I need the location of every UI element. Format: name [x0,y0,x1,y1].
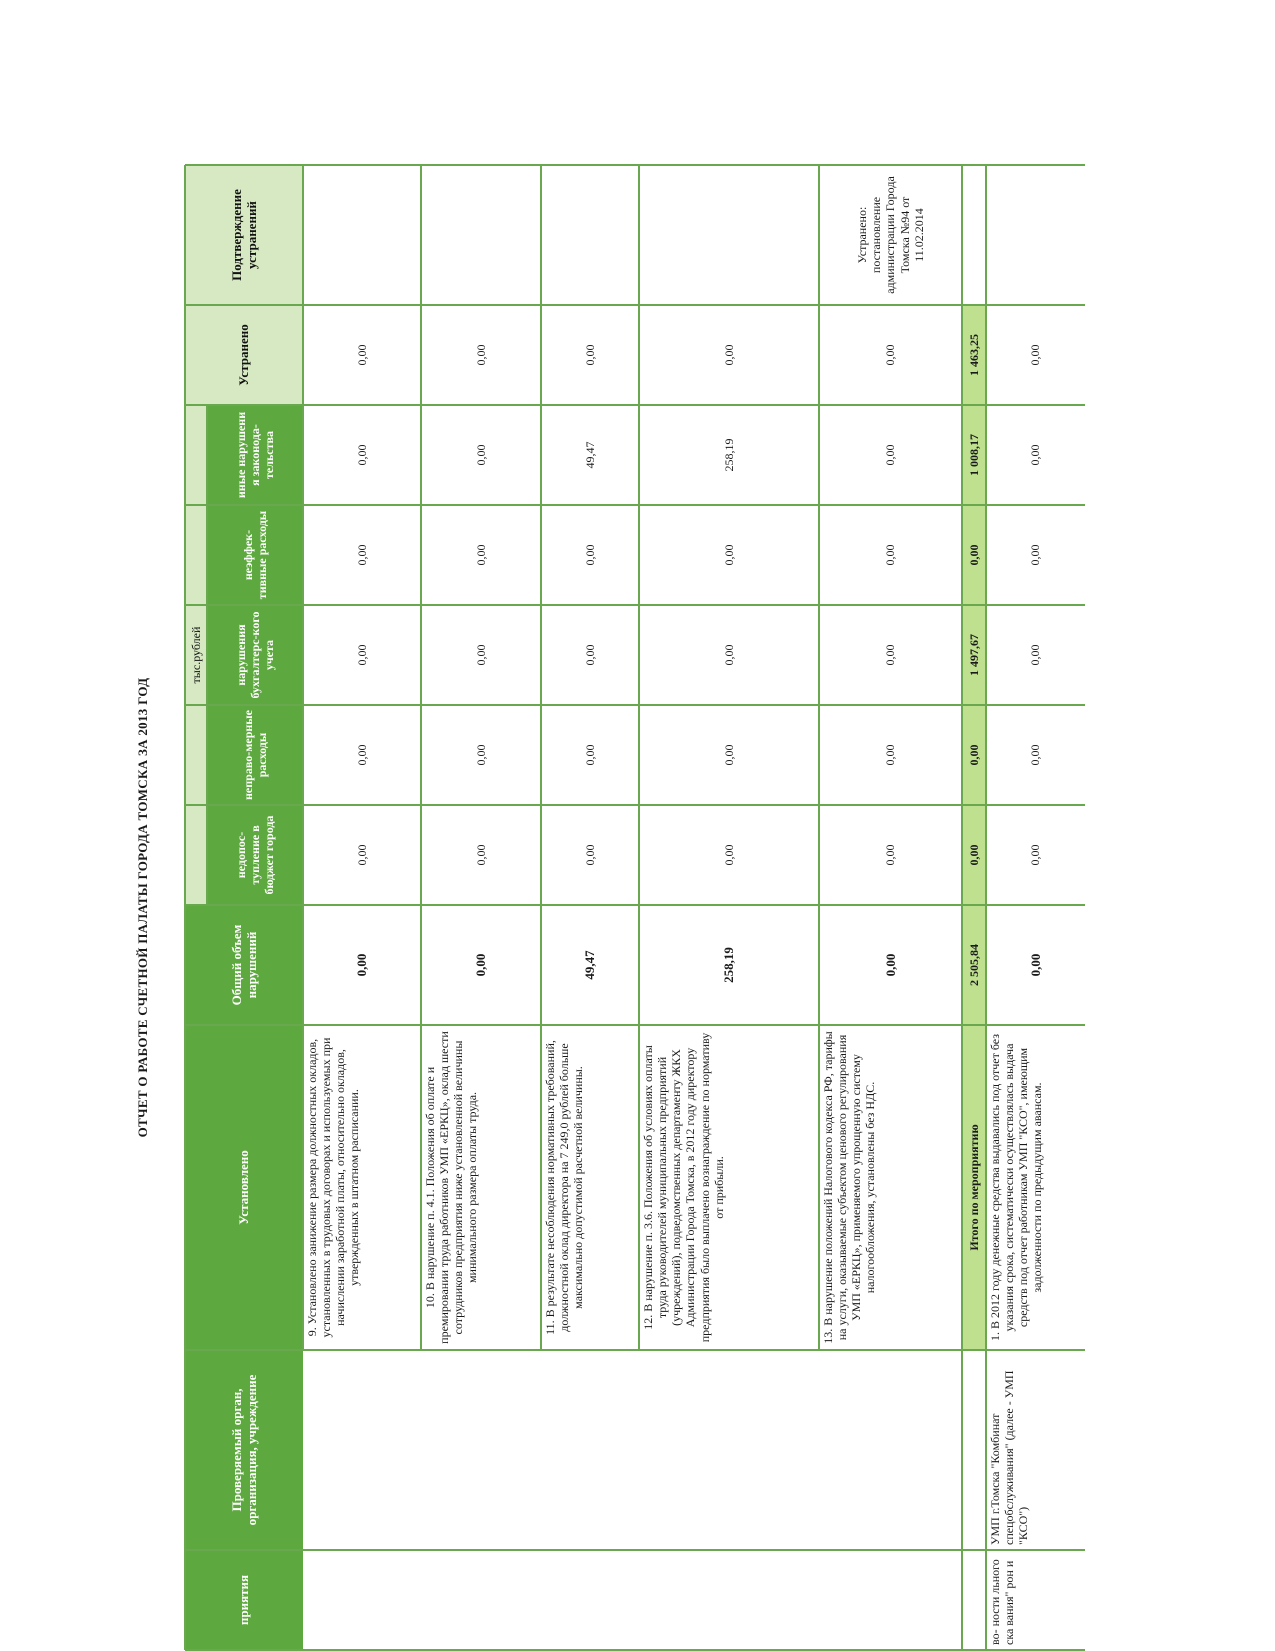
row-9-confirmation [303,165,421,305]
row-9-text: 9. Установлено занижение размера должностных окладов, установленных в трудовых договорах и используемых при начислении заработной платы, относительно окладов, утвержденных в штатном расписании. [303,1025,421,1350]
next-row-confirmation [986,165,1085,305]
total-row-illegal: 0,00 [962,705,986,805]
header-total-violations: Общий объем нарушений [185,905,303,1025]
header-established: Установлено [185,1025,303,1350]
header-event: приятия [185,1550,303,1650]
header-underpayment: недопос-тупление в бюджет города [207,805,303,905]
row-10-illegal: 0,00 [421,705,541,805]
total-row-accounting: 1 497,67 [962,605,986,705]
next-row-other: 0,00 [986,405,1085,505]
grid-line-vertical [185,605,1085,607]
grid-line-vertical [185,805,1085,807]
row-12-illegal: 0,00 [639,705,819,805]
grid-line-horizontal [961,165,963,1650]
grid-line-horizontal [818,165,820,1350]
row-9-illegal: 0,00 [303,705,421,805]
grid-line-vertical [185,1350,1085,1352]
row-12-fixed: 0,00 [639,305,819,405]
grid-line-horizontal [420,165,422,1350]
report-title: ОТЧЕТ О РАБОТЕ СЧЕТНОЙ ПАЛАТЫ ГОРОДА ТОМСКА ЗА 2013 ГОД [135,165,151,1650]
row-9-other: 0,00 [303,405,421,505]
total-row-fixed: 1 463,25 [962,305,986,405]
row-13-text: 13. В нарушение положений Налогового кодекса РФ, тарифы на услуги, оказываемые субъектом ценового регулирования УМП «ЕРКЦ», применяемого упрощенную систему налогообложения, установлены без НДС. [819,1025,962,1350]
grid-line-vertical [185,505,1085,507]
grid-line-horizontal [985,165,987,1650]
row-11-illegal: 0,00 [541,705,639,805]
grid-line-horizontal [302,165,304,1350]
row-9-underpayment: 0,00 [303,805,421,905]
grid-line-vertical [185,405,1085,407]
row-11-underpayment: 0,00 [541,805,639,905]
row-9-fixed: 0,00 [303,305,421,405]
next-row-underpayment: 0,00 [986,805,1085,905]
grid-line-subheader [206,405,208,905]
row-12-text: 12. В нарушение п. 3.6. Положения об условиях оплаты труда руководителей муниципальных предприятий (учреждений), подведомственных департаменту ЖКХ Администрации Города Томска, в 2012 году директору предприятия было выплачено вознаграждение по нормативу от прибыли. [639,1025,819,1350]
row-10-total: 0,00 [421,905,541,1025]
header-fixed: Устранено [185,305,303,405]
header-organization: Проверяемый орган, организация, учреждение [185,1350,303,1550]
row-13-accounting: 0,00 [819,605,962,705]
grid-line-horizontal [184,165,186,1650]
row-11-total: 49,47 [541,905,639,1025]
header-ineffective: неэффек-тивные расходы [207,505,303,605]
total-row-total: 2 505,84 [962,905,986,1025]
total-row-ineffective: 0,00 [962,505,986,605]
row-9-ineffective: 0,00 [303,505,421,605]
total-row-confirmation [962,165,986,305]
grid-line-horizontal [638,165,640,1350]
next-row-event: во- ности льного ска вания" рон и [986,1550,1085,1650]
total-row-label: Итого по мероприятию [962,1025,986,1350]
row-13-underpayment: 0,00 [819,805,962,905]
row-11-confirmation [541,165,639,305]
row-13-fixed: 0,00 [819,305,962,405]
grid-line-vertical [185,905,1085,907]
row-13-ineffective: 0,00 [819,505,962,605]
row-9-accounting: 0,00 [303,605,421,705]
row-11-accounting: 0,00 [541,605,639,705]
grid-line-vertical [185,1025,1085,1027]
grid-line-vertical [185,305,1085,307]
header-units: тыс.рублей [185,405,207,905]
total-row-underpayment: 0,00 [962,805,986,905]
next-row-text: 1. В 2012 году денежные средства выдавались под отчет без указания срока, систематически осуществлялась выдача средств под отчет работникам УМП "КСО", имеющим задолженности по предыдущим авансам. [986,1025,1085,1350]
header-illegal: неправо-мерные расходы [207,705,303,805]
row-11-text: 11. В результате несоблюдения нормативных требований, должностной оклад директора на 7 249,0 рублей больше максимально допустимой расчетной величины. [541,1025,639,1350]
row-10-ineffective: 0,00 [421,505,541,605]
grid-line-vertical [185,1550,1085,1552]
header-confirmation: Подтверждение устранений [185,165,303,305]
row-13-other: 0,00 [819,405,962,505]
next-row-fixed: 0,00 [986,305,1085,405]
row-12-other: 258,19 [639,405,819,505]
row-13-confirmation: Устранено: постановление администрации Города Томска №94 от 11.02.2014 [819,165,962,305]
grid-line-vertical [185,165,1085,167]
next-row-illegal: 0,00 [986,705,1085,805]
header-other: иные нарушени я законода-тельства [207,405,303,505]
row-13-illegal: 0,00 [819,705,962,805]
row-12-total: 258,19 [639,905,819,1025]
row-9-total: 0,00 [303,905,421,1025]
next-row-accounting: 0,00 [986,605,1085,705]
next-row-ineffective: 0,00 [986,505,1085,605]
row-10-underpayment: 0,00 [421,805,541,905]
header-accounting: нарушения бухгалтерс-кого учета [207,605,303,705]
row-12-accounting: 0,00 [639,605,819,705]
row-12-confirmation [639,165,819,305]
row-10-fixed: 0,00 [421,305,541,405]
grid-line-horizontal [540,165,542,1350]
next-row-total: 0,00 [986,905,1085,1025]
next-row-organization: УМП г.Томска "Комбинат спецобслуживания" (далее - УМП "КСО") [986,1350,1085,1550]
row-10-confirmation [421,165,541,305]
row-11-ineffective: 0,00 [541,505,639,605]
rotated-report-page [185,0,1145,1650]
row-11-other: 49,47 [541,405,639,505]
grid-line-vertical [185,705,1085,707]
row-12-ineffective: 0,00 [639,505,819,605]
row-10-accounting: 0,00 [421,605,541,705]
row-12-underpayment: 0,00 [639,805,819,905]
row-13-total: 0,00 [819,905,962,1025]
row-11-fixed: 0,00 [541,305,639,405]
row-10-text: 10. В нарушение п. 4.1. Положения об оплате и премировании труда работников УМП «ЕРКЦ», оклад шести сотрудников предприятия ниже установленной величины минимального размера оплаты труда. [421,1025,541,1350]
row-10-other: 0,00 [421,405,541,505]
total-row-other: 1 008,17 [962,405,986,505]
